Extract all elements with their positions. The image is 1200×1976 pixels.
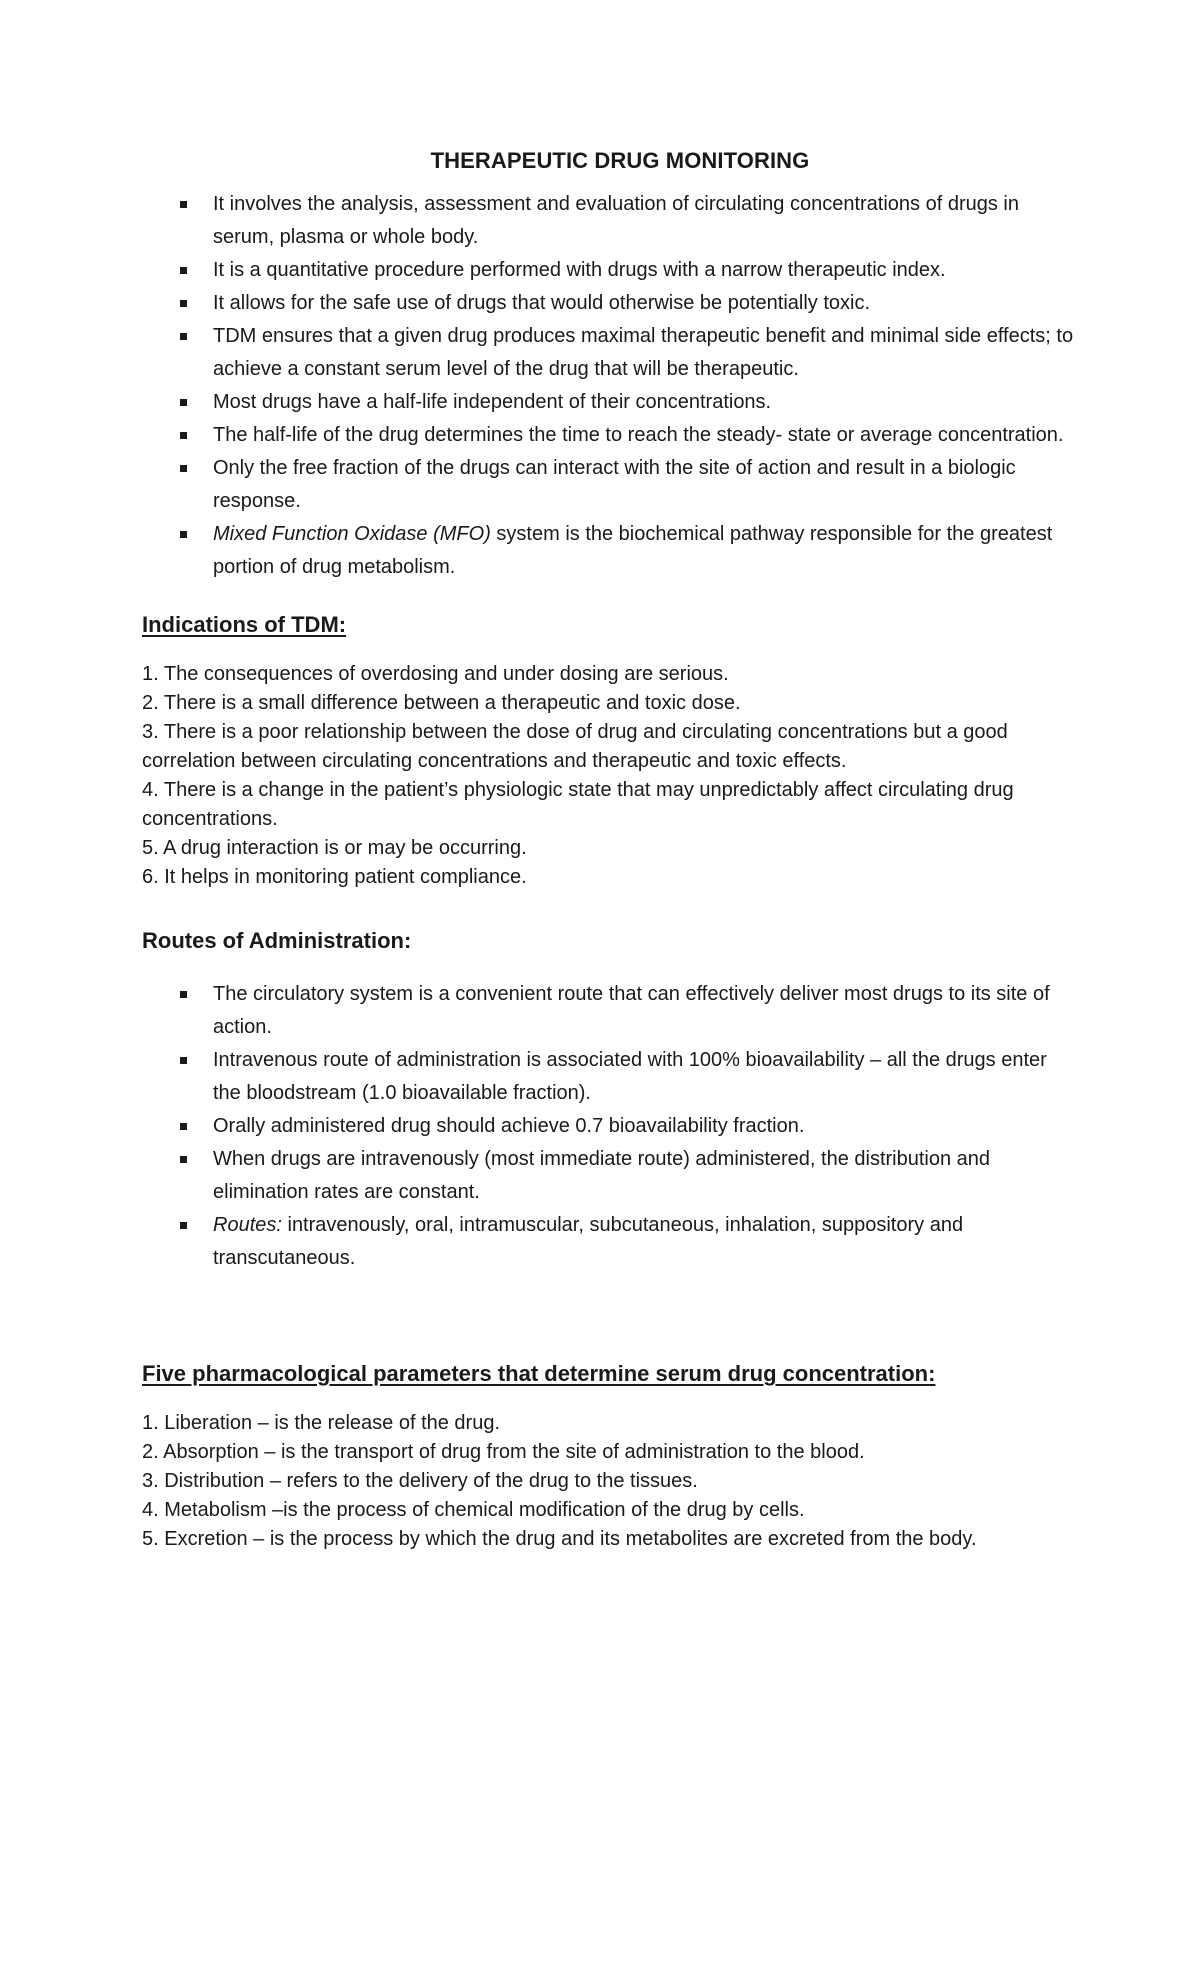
- square-bullet-icon: [180, 1057, 187, 1064]
- list-item-text: Most drugs have a half-life independent of their concentrations.: [213, 391, 772, 413]
- square-bullet-icon: [180, 300, 187, 307]
- list-item-text: TDM ensures that a given drug produces maximal therapeutic benefit and minimal side effects; to achieve a constant serum level of the drug that will be therapeutic.: [213, 325, 1074, 380]
- parameters-list: [142, 1409, 1080, 1554]
- list-item-text: It allows for the safe use of drugs that would otherwise be potentially toxic.: [213, 292, 871, 314]
- list-item: [142, 1110, 1080, 1143]
- square-bullet-icon: [180, 201, 187, 208]
- intro-bullet-list: [142, 188, 1080, 584]
- list-item: 1. Liberation – is the release of the drug.: [142, 1412, 501, 1434]
- page-title: THERAPEUTIC DRUG MONITORING: [430, 148, 810, 173]
- list-item-text: The circulatory system is a convenient route that can effectively deliver most drugs to its site of action.: [213, 983, 1050, 1038]
- list-item: 2. There is a small difference between a therapeutic and toxic dose.: [142, 692, 741, 714]
- list-item: [142, 188, 1080, 254]
- list-item: 6. It helps in monitoring patient compliance.: [142, 866, 527, 888]
- square-bullet-icon: [180, 1156, 187, 1163]
- list-item: 3. There is a poor relationship between the dose of drug and circulating concentrations but a good correlation between circulating concentrations and therapeutic and toxic effects.: [142, 721, 1008, 772]
- list-item-text: Intravenous route of administration is associated with 100% bioavailability – all the drugs enter the bloodstream (1.0 bioavailable fraction).: [213, 1049, 1047, 1104]
- list-item-text: When drugs are intravenously (most immediate route) administered, the distribution and elimination rates are constant.: [213, 1148, 991, 1203]
- list-item: 4. There is a change in the patient’s physiologic state that may unpredictably affect circulating drug concentrations.: [142, 779, 1014, 830]
- square-bullet-icon: [180, 1123, 187, 1130]
- indications-heading: Indications of TDM:: [142, 612, 347, 637]
- list-item: 3. Distribution – refers to the delivery of the drug to the tissues.: [142, 1470, 698, 1492]
- list-item: [142, 320, 1080, 386]
- parameters-heading: Five pharmacological parameters that determine serum drug concentration:: [142, 1361, 936, 1386]
- square-bullet-icon: [180, 531, 187, 538]
- list-item: [142, 518, 1080, 584]
- list-item: [142, 386, 1080, 419]
- list-item: [142, 254, 1080, 287]
- mfo-term: Mixed Function Oxidase (MFO): [213, 523, 491, 545]
- list-item: [142, 1143, 1080, 1209]
- square-bullet-icon: [180, 333, 187, 340]
- square-bullet-icon: [180, 399, 187, 406]
- square-bullet-icon: [180, 267, 187, 274]
- square-bullet-icon: [180, 991, 187, 998]
- list-item: [142, 978, 1080, 1044]
- list-item-text: system is the biochemical pathway responsible for the greatest portion of drug metabolism.: [213, 523, 1053, 578]
- list-item: 5. A drug interaction is or may be occurring.: [142, 837, 527, 859]
- list-item: [142, 452, 1080, 518]
- list-item: 2. Absorption – is the transport of drug from the site of administration to the blood.: [142, 1441, 865, 1463]
- routes-bullet-list: [142, 978, 1080, 1275]
- square-bullet-icon: [180, 1222, 187, 1229]
- list-item-text: Orally administered drug should achieve 0.7 bioavailability fraction.: [213, 1115, 805, 1137]
- list-item: [142, 287, 1080, 320]
- indications-list: [142, 660, 1080, 892]
- routes-term: Routes:: [213, 1214, 282, 1236]
- list-item: 5. Excretion – is the process by which the drug and its metabolites are excreted from the body.: [142, 1528, 977, 1550]
- list-item: 4. Metabolism –is the process of chemical modification of the drug by cells.: [142, 1499, 805, 1521]
- list-item-text: Only the free fraction of the drugs can interact with the site of action and result in a biologic response.: [213, 457, 1016, 512]
- list-item: 1. The consequences of overdosing and under dosing are serious.: [142, 663, 729, 685]
- routes-heading: Routes of Administration:: [142, 928, 412, 953]
- list-item: [142, 1209, 1080, 1275]
- list-item-text: It involves the analysis, assessment and evaluation of circulating concentrations of drugs in serum, plasma or whole body.: [213, 193, 1019, 248]
- square-bullet-icon: [180, 432, 187, 439]
- list-item-text: intravenously, oral, intramuscular, subcutaneous, inhalation, suppository and transcutaneous.: [213, 1214, 964, 1269]
- list-item: [142, 419, 1080, 452]
- list-item: [142, 1044, 1080, 1110]
- square-bullet-icon: [180, 465, 187, 472]
- list-item-text: It is a quantitative procedure performed with drugs with a narrow therapeutic index.: [213, 259, 946, 281]
- list-item-text: The half-life of the drug determines the time to reach the steady- state or average concentration.: [213, 424, 1064, 446]
